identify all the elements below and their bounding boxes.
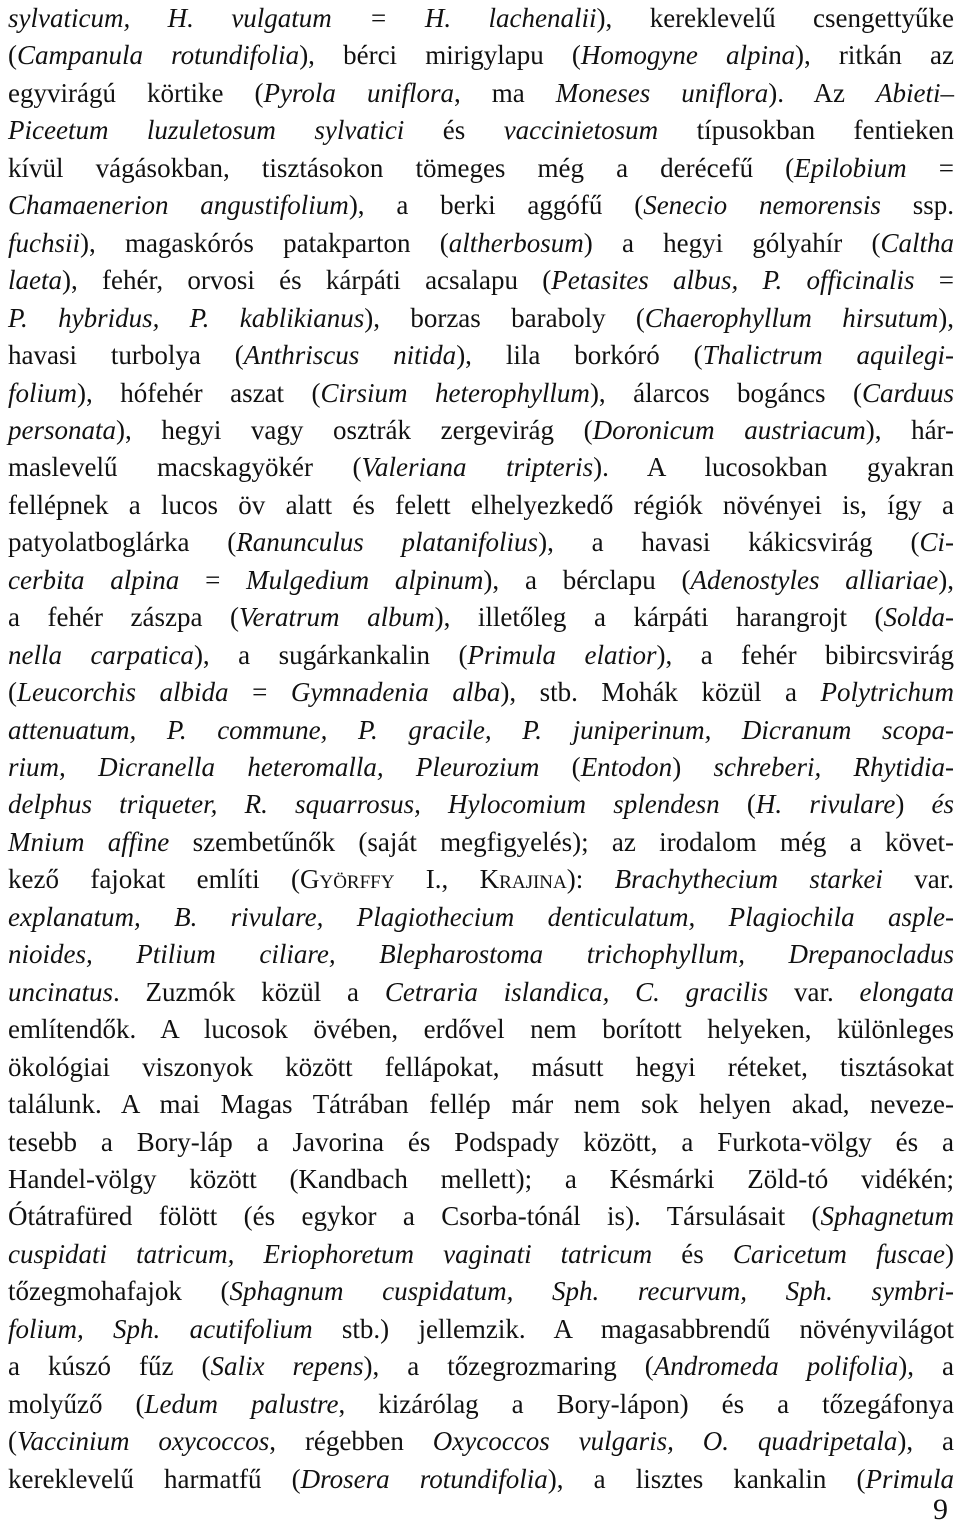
- text-line: [8, 337, 954, 374]
- italic-text: schreberi, Rhytidia-: [713, 752, 955, 782]
- italic-text: Chaerophyllum hirsutum: [644, 302, 939, 333]
- text-span: említendők. A lucosok övében, erdővel nem borított helyeken, különleges: [8, 1014, 954, 1045]
- text-span: Ótátrafüred fölött (és egykor a Csorba-tónál is). Társulásait (: [8, 1201, 821, 1232]
- text-span: ). Az: [768, 77, 876, 108]
- text-span: molyűző (: [8, 1388, 145, 1419]
- text-line: [8, 674, 954, 711]
- italic-text: Senecio nemorensis: [643, 190, 881, 221]
- text-span: a kúszó fűz (: [8, 1351, 211, 1382]
- italic-text: Veratrum album: [239, 602, 435, 633]
- text-span: =: [228, 677, 291, 708]
- italic-text: Mulgedium alpinum: [246, 564, 484, 595]
- italic-text: P. hybridus, P. kablikianus: [8, 302, 365, 333]
- text-span: tesebb a Bory-láp a Javorina és Podspady között, a Furkota-völgy és a: [8, 1126, 954, 1157]
- text-line: [8, 449, 954, 486]
- italic-text: Ci-: [919, 527, 954, 558]
- italic-text: Cetraria islandica, C. gracilis: [384, 976, 769, 1007]
- text-span: kező fajokat említi (: [8, 864, 300, 895]
- text-span: találunk. A mai Magas Tátrában fellép már nem sok helyen akad, neveze-: [8, 1089, 954, 1120]
- text-span: ) a hegyi gólyahír (: [583, 227, 881, 258]
- text-span: (: [8, 677, 17, 708]
- text-span: ), borzas baraboly (: [364, 302, 645, 333]
- text-span: ), a: [898, 1351, 954, 1382]
- text-span: ssp.: [880, 190, 955, 221]
- italic-text: Ledum palustre: [144, 1388, 339, 1419]
- text-line: [8, 37, 954, 74]
- text-span: ), a tőzegrozmaring (: [363, 1351, 654, 1382]
- text-span: és: [652, 1238, 733, 1269]
- text-line: [8, 262, 954, 299]
- italic-text: Drosera rotundifolia: [300, 1463, 548, 1494]
- text-span: ), ritkán az: [794, 40, 954, 71]
- italic-text: Mnium affine: [8, 826, 170, 857]
- text-span: (: [8, 40, 17, 71]
- text-span: havasi turbolya (: [8, 340, 244, 371]
- text-line: [8, 225, 954, 262]
- text-line: [8, 150, 954, 187]
- text-line: [8, 487, 954, 524]
- text-span: =: [179, 564, 247, 595]
- italic-text: rium, Dicranella heteromalla, Pleurozium: [8, 752, 540, 782]
- text-span: ):: [566, 864, 615, 895]
- italic-text: elongata: [859, 976, 954, 1007]
- text-span: (: [719, 789, 756, 820]
- text-line: [8, 637, 954, 674]
- italic-text: fuchsii: [8, 227, 80, 258]
- italic-text: Entodon: [580, 752, 673, 782]
- italic-text: Petasites albus, P. officinalis: [551, 265, 915, 296]
- text-span: ), a: [897, 1426, 954, 1457]
- italic-text: Polytrichum: [820, 677, 954, 708]
- small-caps-text: Krajina: [479, 864, 567, 895]
- text-span: =: [914, 265, 954, 296]
- text-span: var.: [768, 976, 860, 1007]
- italic-text: Salix repens: [210, 1351, 364, 1382]
- italic-text: Primula elatior: [467, 639, 657, 670]
- italic-text: Chamaenerion angustifolium: [8, 190, 349, 221]
- text-line: [8, 824, 954, 861]
- text-span: ),: [938, 302, 954, 333]
- text-line: [8, 1198, 954, 1235]
- italic-text: Ranunculus platanifolius: [236, 527, 539, 558]
- text-span: típusokban fentieken: [658, 115, 954, 146]
- text-span: fellépnek a lucos öv alatt és felett elhelyezkedő régiók növényei is, így a: [8, 489, 954, 520]
- text-span: kívül vágásokban, tisztásokon tömeges még a derécefű (: [8, 152, 795, 183]
- text-span: ), hófehér aszat (: [77, 377, 321, 408]
- text-span: ), hegyi vagy osztrák zergevirág (: [116, 414, 593, 445]
- italic-text: Andromeda polifolia: [653, 1351, 899, 1382]
- text-span: patyolatboglárka (: [8, 527, 237, 558]
- italic-text: Anthriscus nitida: [243, 340, 457, 371]
- text-line: [8, 1386, 954, 1423]
- italic-text: Doronicum austriacum: [592, 414, 866, 445]
- italic-text: Caltha: [880, 227, 954, 258]
- italic-text: Moneses uniflora: [555, 77, 769, 108]
- text-span: ), magaskórós patakparton (: [80, 227, 449, 258]
- text-span: , régebben: [269, 1426, 433, 1457]
- text-line: [8, 412, 954, 449]
- text-line: [8, 936, 954, 973]
- text-span: ): [672, 752, 714, 782]
- text-span: kereklevelű harmatfű (: [8, 1463, 301, 1494]
- text-span: var.: [882, 864, 954, 895]
- text-span: I.,: [394, 864, 480, 895]
- italic-text: Leucorchis albida: [17, 677, 229, 708]
- text-span: ), a berki aggófű (: [348, 190, 644, 221]
- italic-text: és: [931, 789, 954, 820]
- text-line: [8, 1049, 954, 1086]
- text-span: ), illetőleg a kárpáti harangrojt (: [434, 602, 884, 633]
- text-span: ): [945, 1238, 954, 1269]
- text-line: [8, 1086, 954, 1123]
- text-span: ): [895, 789, 932, 820]
- text-span: ). A lucosokban gyakran: [593, 452, 955, 483]
- text-line: [8, 1011, 954, 1048]
- text-line: [8, 1124, 954, 1161]
- text-line: [8, 1423, 954, 1460]
- text-span: ), a fehér bibircsvirág: [656, 639, 955, 670]
- text-span: ), stb. Mohák közül a: [500, 677, 821, 708]
- italic-text: Sphagnum cuspidatum, Sph. recurvum, Sph. symbri-: [229, 1276, 954, 1307]
- text-span: , kizárólag a Bory-lápon) és a tőzegáfonya: [338, 1388, 954, 1419]
- text-span: egyvirágú körtike (: [8, 77, 264, 108]
- italic-text: Homogyne alpina: [580, 40, 795, 71]
- italic-text: Abieti–: [876, 77, 954, 108]
- text-line: [8, 112, 954, 149]
- italic-text: folium, Sph. acutifolium: [8, 1313, 313, 1344]
- text-span: ), hár-: [865, 414, 954, 445]
- text-line: [8, 375, 954, 412]
- text-span: ), a sugárkankalin (: [193, 639, 468, 670]
- text-line: [8, 75, 954, 112]
- text-span: (: [539, 752, 581, 782]
- text-span: ), kereklevelű csengettyűke: [596, 3, 955, 33]
- italic-text: Pyrola uniflora: [263, 77, 454, 108]
- text-span: ), a lisztes kankalin (: [547, 1463, 866, 1494]
- text-span: tőzegmohafajok (: [8, 1276, 230, 1307]
- text-line: [8, 712, 954, 749]
- small-caps-text: Györffy: [299, 864, 395, 895]
- italic-text: Thalictrum aquilegi-: [702, 340, 955, 371]
- italic-text: Adenostyles alliariae: [690, 564, 939, 595]
- italic-text: nella carpatica: [8, 639, 194, 670]
- italic-text: explanatum, B. rivulare, Plagiothecium denticulatum, Plagiochila asple-: [8, 901, 954, 932]
- text-line: [8, 899, 954, 936]
- italic-text: H. rivulare: [755, 789, 896, 820]
- italic-text: Sphagnetum: [820, 1201, 954, 1232]
- text-line: [8, 749, 954, 786]
- text-line: [8, 1161, 954, 1198]
- italic-text: vaccinietosum: [503, 115, 659, 146]
- italic-text: Vaccinium oxycoccos: [17, 1426, 270, 1457]
- text-line: [8, 786, 954, 823]
- italic-text: Brachythecium starkei: [614, 864, 883, 895]
- text-span: ), a havasi kákicsvirág (: [538, 527, 920, 558]
- italic-text: Primula: [865, 1463, 955, 1494]
- italic-text: Cirsium heterophyllum: [320, 377, 590, 408]
- text-line: [8, 1461, 954, 1498]
- text-span: , ma: [453, 77, 556, 108]
- text-span: ), álarcos bogáncs (: [589, 377, 862, 408]
- text-line: [8, 1236, 954, 1273]
- text-span: ), bérci mirigylapu (: [299, 40, 581, 71]
- italic-text: Valeriana tripteris: [361, 452, 594, 483]
- text-line: [8, 861, 954, 898]
- italic-text: Campanula rotundifolia: [17, 40, 300, 71]
- italic-text: cerbita alpina: [8, 564, 180, 595]
- text-line: [8, 1348, 954, 1385]
- italic-text: Epilobium: [794, 152, 907, 183]
- italic-text: Piceetum luzuletosum sylvatici: [8, 115, 405, 146]
- text-span: ),: [938, 564, 955, 595]
- text-span: ), a bérclapu (: [483, 564, 691, 595]
- text-span: a fehér zászpa (: [8, 602, 240, 633]
- text-line: [8, 599, 954, 636]
- italic-text: altherbosum: [448, 227, 584, 258]
- text-span: =: [906, 152, 954, 183]
- text-line: [8, 300, 954, 337]
- text-line: [8, 1273, 954, 1310]
- italic-text: nioides, Ptilium ciliare, Blepharostoma trichophyllum, Drepanocladus: [8, 939, 954, 970]
- italic-text: Carduus: [861, 377, 954, 408]
- text-line: [8, 974, 954, 1011]
- italic-text: folium: [8, 377, 78, 408]
- text-span: ), fehér, orvosi és kárpáti acsalapu (: [62, 265, 552, 296]
- text-line: [8, 1311, 954, 1348]
- italic-text: Oxycoccos vulgaris, O. quadripetala: [432, 1426, 898, 1457]
- text-span: Handel-völgy között (Kandbach mellett); a Késmárki Zöld-tó vidékén;: [8, 1163, 954, 1194]
- text-span: ökológiai viszonyok között fellápokat, másutt hegyi réteket, tisztásokat: [8, 1051, 954, 1082]
- document-page: [8, 0, 954, 1537]
- italic-text: cuspidati tatricum, Eriophoretum vaginati tatricum: [8, 1238, 653, 1269]
- italic-text: laeta: [8, 265, 62, 296]
- italic-text: Caricetum fuscae: [732, 1238, 945, 1269]
- text-span: . Zuzmók közül a: [113, 976, 385, 1007]
- text-span: ), lila borkóró (: [456, 340, 703, 371]
- italic-text: delphus triqueter, R. squarrosus, Hylocomium splendesn: [8, 789, 720, 820]
- italic-text: sylvaticum, H. vulgatum = H. lachenalii: [8, 3, 597, 33]
- text-span: stb.) jellemzik. A magasabbrendű növényvilágot: [312, 1313, 955, 1344]
- text-span: és: [404, 115, 504, 146]
- text-span: maslevelű macskagyökér (: [8, 452, 362, 483]
- italic-text: attenuatum, P. commune, P. gracile, P. juniperinum, Dicranum scopa-: [8, 714, 954, 745]
- text-line: [8, 524, 954, 561]
- text-line: [8, 0, 954, 37]
- text-span: szembetűnők (saját megfigyelés); az irodalom még a követ-: [169, 826, 954, 857]
- page-number: 9: [933, 1493, 948, 1526]
- text-span: (: [8, 1426, 17, 1457]
- italic-text: Gymnadenia alba: [290, 677, 501, 708]
- italic-text: uncinatus: [8, 976, 113, 1007]
- italic-text: personata: [8, 414, 116, 445]
- text-line: [8, 187, 954, 224]
- italic-text: Solda-: [883, 602, 955, 633]
- text-line: [8, 562, 954, 599]
